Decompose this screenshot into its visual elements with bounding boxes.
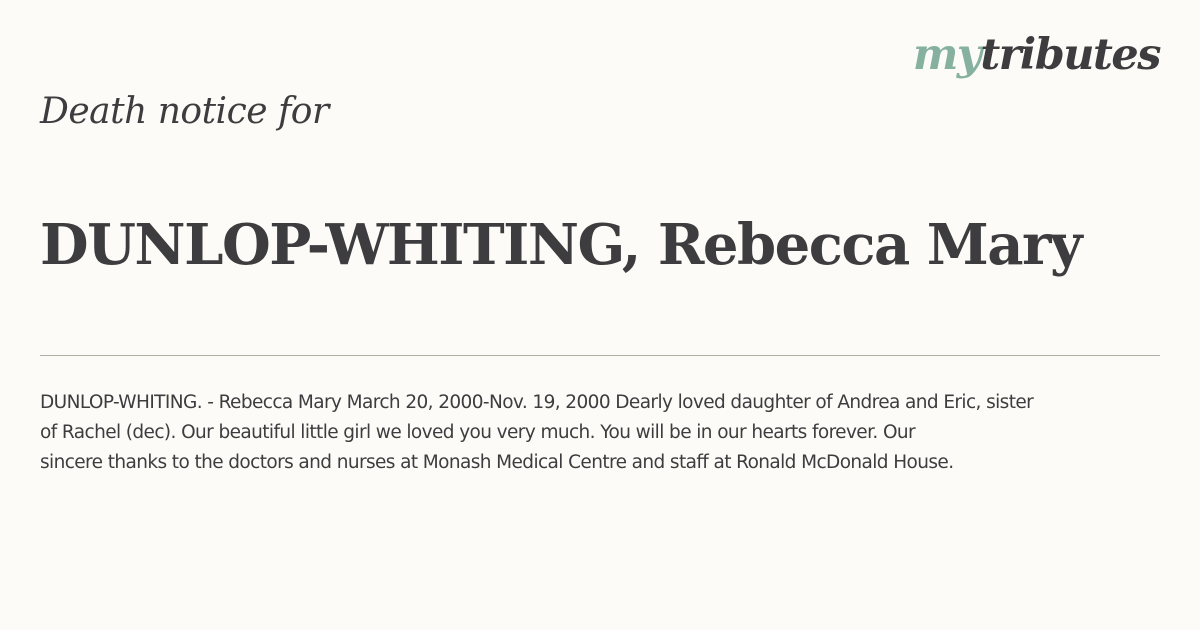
notice-text: [40, 388, 1168, 478]
logo-suffix: tributes: [980, 30, 1160, 80]
divider: [40, 355, 1160, 356]
logo-prefix: my: [912, 30, 981, 80]
notice-line: sincere thanks to the doctors and nurses at Monash Medical Centre and staff at Ronald McDonald House.: [40, 452, 954, 473]
notice-line: of Rachel (dec). Our beautiful little girl we loved you very much. You will be in our hearts forever. Our: [40, 422, 916, 443]
deceased-name-heading: DUNLOP-WHITING, Rebecca Mary: [40, 212, 1082, 278]
mytributes-logo[interactable]: [912, 30, 1160, 80]
page-subtitle: Death notice for: [40, 91, 329, 132]
notice-line: DUNLOP-WHITING. - Rebecca Mary March 20, 2000-Nov. 19, 2000 Dearly loved daughter of Andrea and Eric, sister: [40, 392, 1034, 413]
